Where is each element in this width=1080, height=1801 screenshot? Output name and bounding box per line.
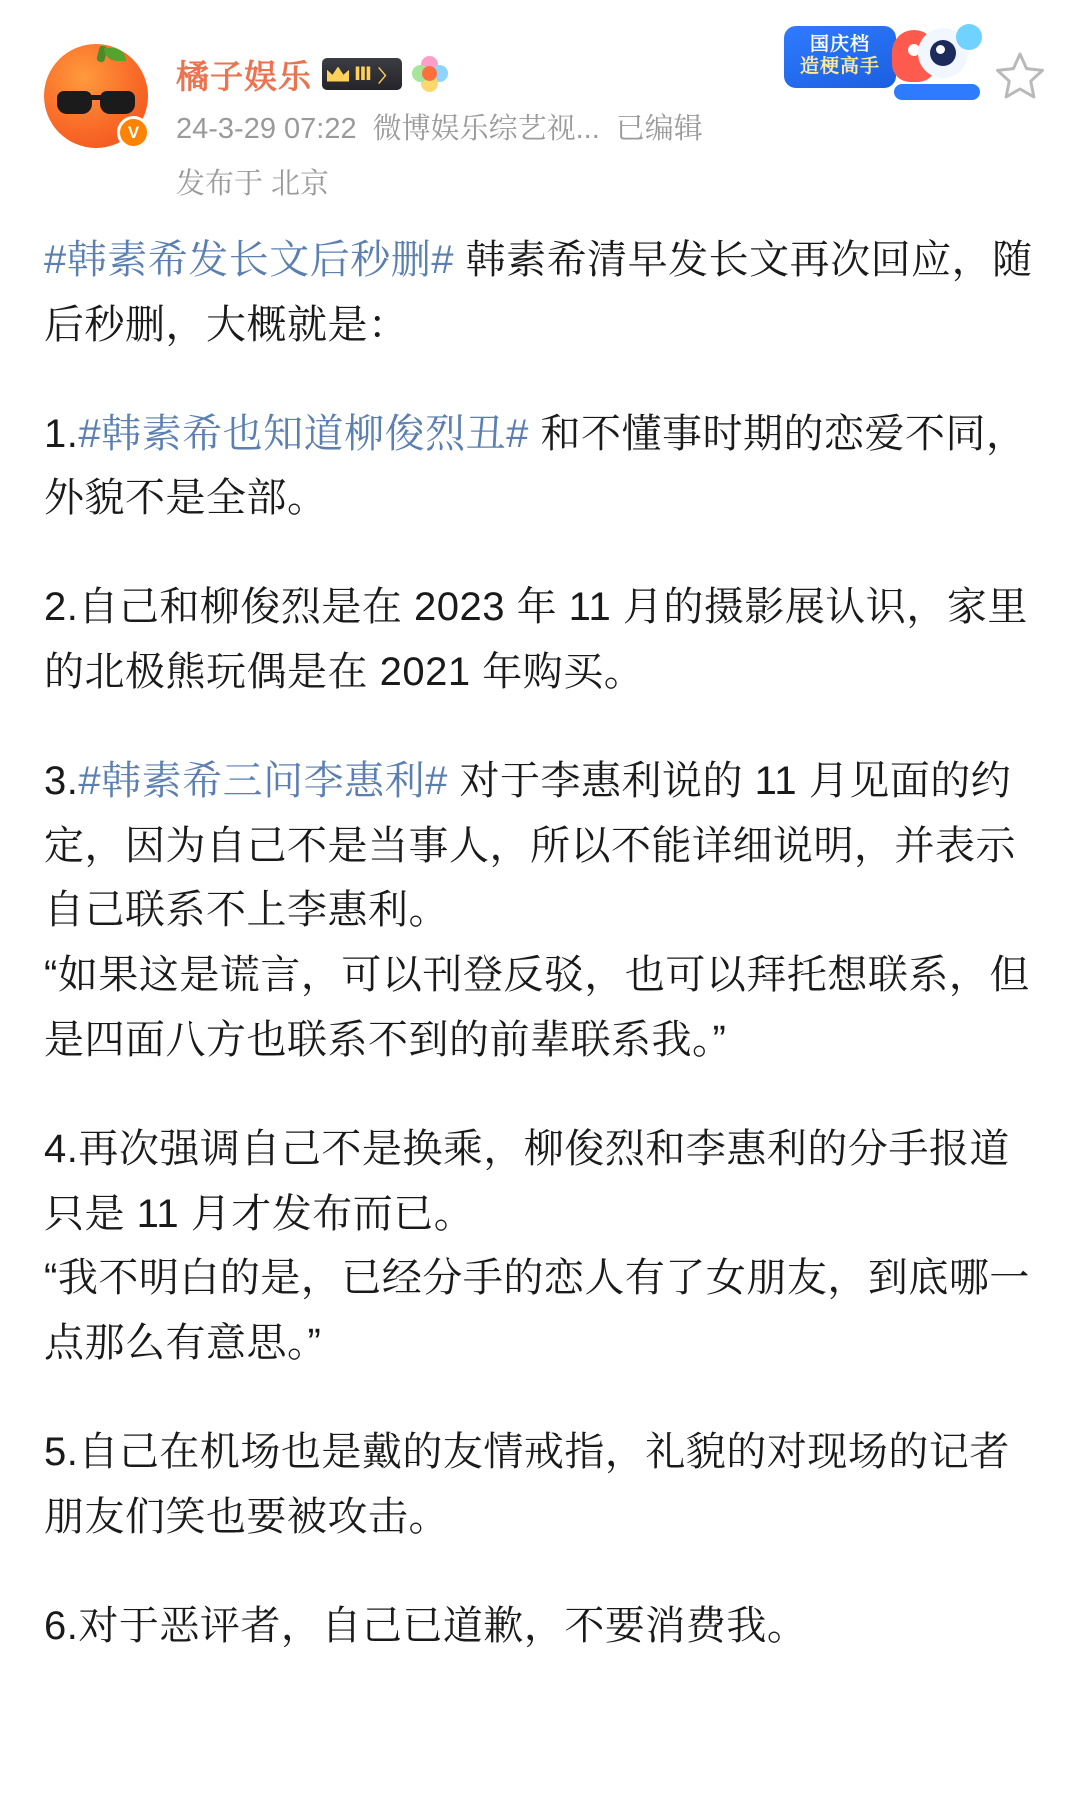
crown-icon [327, 67, 349, 82]
edited-label: 已编辑 [615, 113, 703, 145]
vip-level-badge[interactable] [322, 58, 402, 90]
post-text: 1. [44, 411, 79, 456]
post-text: “如果这是谎言，可以刊登反驳，也可以拜托想联系，但是四面八方也联系不到的前辈联系我。” [44, 953, 1030, 1062]
post-paragraph [44, 749, 1040, 943]
topic-link[interactable]: #韩素希三问李惠利# [78, 758, 448, 803]
post-content [0, 202, 1080, 1698]
post-text: 5.自己在机场也是戴的友情戒指，礼貌的对现场的记者朋友们笑也要被攻击。 [44, 1429, 1010, 1539]
post-header [0, 0, 1080, 202]
post-timestamp: 24-3-29 07:22 [176, 113, 357, 145]
post-paragraph [44, 228, 1040, 358]
post-text: 韩素希清早发长文再次回应，随后秒删，大概就是： [44, 238, 1033, 347]
post-paragraph [44, 1420, 1040, 1550]
promo-mascots-icon [888, 18, 984, 114]
sunglasses-icon [57, 91, 135, 114]
promo-line-2: 造梗高手 [799, 55, 880, 77]
post-text: 对于李惠利说的 11 月见面的约定，因为自己不是当事人，所以不能详细说明，并表示自己联系不上李惠利。 [44, 758, 1016, 933]
topic-link[interactable]: #韩素希发长文后秒删# [44, 238, 454, 282]
promo-banner[interactable] [784, 18, 984, 122]
avatar-leaf [104, 48, 126, 61]
verified-badge-icon: V [117, 116, 150, 149]
post-text: 4.再次强调自己不是换乘，柳俊烈和李惠利的分手报道只是 11 月才发布而已。 [44, 1126, 1010, 1236]
post-text: 和不懂事时期的恋爱不同，外貌不是全部。 [44, 411, 1027, 521]
topic-link[interactable]: #韩素希也知道柳俊烈丑# [78, 411, 529, 456]
post-paragraph [44, 1117, 1040, 1247]
post-text: 2.自己和柳俊烈是在 2023 年 11 月的摄影展认识，家里的北极熊玩偶是在 2021 年购买。 [44, 585, 1028, 694]
post-location: 发布于 北京 [176, 168, 330, 200]
vip-level-label: Ⅲ [354, 63, 372, 85]
post-paragraph [44, 943, 1040, 1073]
post-paragraph [44, 1246, 1040, 1376]
avatar[interactable] [44, 44, 148, 148]
post-paragraph [44, 575, 1040, 705]
account-name[interactable]: 橘子娱乐 [176, 57, 312, 95]
post-text: “我不明白的是，已经分手的恋人有了女朋友，到底哪一点那么有意思。” [44, 1256, 1030, 1366]
post-paragraph [44, 1594, 1040, 1659]
star-outline-icon[interactable] [994, 50, 1046, 102]
post-text: 6.对于恶评者，自己已道歉，不要消费我。 [44, 1603, 808, 1648]
promo-line-1: 国庆档 [809, 34, 870, 55]
post-paragraph [44, 402, 1040, 532]
post-source[interactable]: 微博娱乐综艺视... [372, 113, 600, 145]
post-text: 3. [44, 758, 79, 803]
promo-card [784, 26, 896, 88]
flower-badge-icon[interactable] [412, 56, 448, 92]
chevron-right-icon: 〉 [377, 66, 395, 86]
